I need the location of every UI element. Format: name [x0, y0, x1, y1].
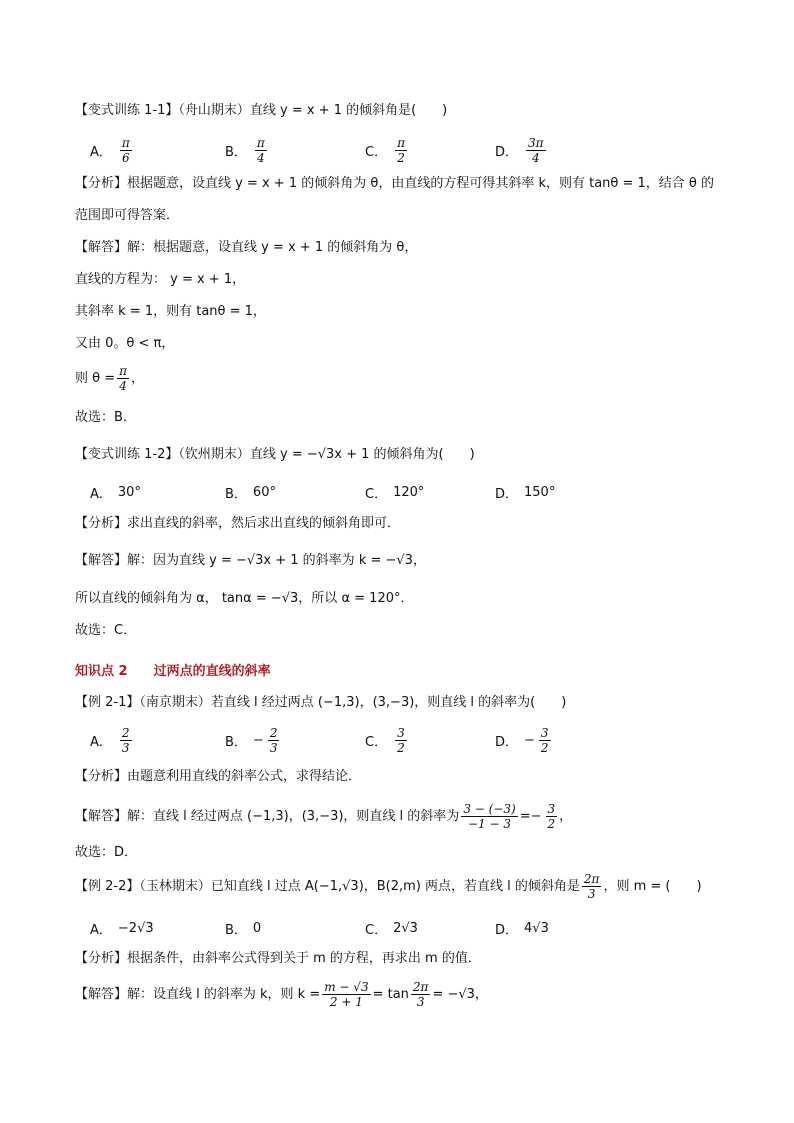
- answer-2: 故选：C．: [75, 623, 137, 638]
- numerator: π: [256, 135, 265, 150]
- numerator: 2: [269, 725, 278, 740]
- fraction: [582, 872, 602, 901]
- numerator: π: [119, 364, 128, 378]
- denominator: 2: [547, 817, 556, 831]
- option-a: A． $\frac{2}{3}$: [90, 725, 130, 755]
- denominator: 3: [587, 887, 596, 901]
- fraction: [268, 726, 280, 755]
- fraction: [461, 802, 517, 831]
- option-d: D． $\frac{3\pi}{4}$: [495, 135, 544, 165]
- solution-1-line-3: 其斜率 k = 1，则有 tanθ = 1，: [75, 304, 266, 319]
- question-4-options: [90, 908, 710, 948]
- numerator: 3 − (−3): [463, 802, 516, 816]
- analysis-1-line-1: 【分析】根据题意，设直线 y = x + 1 的倾斜角为 θ，由直线的方程可得其斜率 k，则有 tanθ = 1，结合 θ 的: [75, 176, 715, 191]
- fraction: [120, 726, 132, 755]
- fraction: [411, 980, 431, 1009]
- solution-1-line-5: 则 θ = $\frac{\pi}{4}$ ，: [75, 364, 145, 393]
- solution-2-line-2: 所以直线的倾斜角为 α， tanα = −√3，所以 α = 120°．: [75, 591, 414, 606]
- option-d: D． 150°: [495, 484, 556, 502]
- option-c: C． 2√3: [365, 920, 418, 938]
- option-a: A． 30°: [90, 484, 141, 502]
- numerator: 3: [547, 802, 556, 816]
- option-d: D． − $\frac{3}{2}$: [495, 725, 549, 755]
- section-heading: [75, 660, 271, 679]
- analysis-1-line-2: 范围即可得答案．: [75, 208, 180, 223]
- denominator: 3: [416, 995, 425, 1009]
- numerator: 2π: [412, 980, 429, 994]
- answer-1: 故选：B．: [75, 410, 136, 425]
- fraction: [546, 802, 558, 831]
- question-2-options: [90, 472, 710, 512]
- numerator: m − √3: [324, 980, 369, 994]
- numerator: π: [397, 135, 405, 150]
- option-a: A． $\frac{\pi}{6}$: [90, 135, 130, 165]
- denominator: 2: [397, 150, 405, 165]
- solution-1-line-1: 【解答】解：根据题意，设直线 y = x + 1 的倾斜角为 θ，: [75, 240, 418, 255]
- question-3-options: [90, 720, 710, 760]
- fraction: [120, 136, 132, 165]
- denominator: 2: [540, 740, 549, 755]
- option-b: B． $\frac{\pi}{4}$: [225, 135, 265, 165]
- fraction: [526, 136, 546, 165]
- question-1-options: [90, 130, 710, 170]
- numerator: π: [121, 135, 130, 150]
- option-d: D． 4√3: [495, 920, 549, 938]
- solution-2-line-1: 【解答】解：因为直线 y = −√3x + 1 的斜率为 k = −√3，: [75, 553, 426, 568]
- fraction: [117, 364, 129, 393]
- denominator: 3: [121, 740, 130, 755]
- question-3-title: 【例 2-1】（南京期末）若直线 l 经过两点 (−1,3)，(3,−3)，则直线 l 的斜率为( ): [75, 695, 567, 710]
- question-4-title: 【例 2-2】（玉林期末）已知直线 l 过点 A(−1,√3)，B(2,m) 两点，若直线 l 的倾斜角是 $\frac{2\pi}{3}$ ，则 m = ( ): [75, 872, 702, 901]
- analysis-3: 【分析】由题意利用直线的斜率公式，求得结论．: [75, 769, 362, 784]
- fraction: [395, 136, 407, 165]
- denominator: −1 − 3: [467, 817, 511, 831]
- analysis-4: 【分析】根据条件，由斜率公式得到关于 m 的方程，再求出 m 的值．: [75, 951, 481, 966]
- denominator: 3: [269, 740, 278, 755]
- denominator: 2: [397, 740, 405, 755]
- fraction: [539, 726, 551, 755]
- analysis-2: 【分析】求出直线的斜率，然后求出直线的倾斜角即可．: [75, 516, 401, 531]
- option-b: B． 60°: [225, 484, 276, 502]
- option-b: B． − $\frac{2}{3}$: [225, 725, 278, 755]
- solution-1-line-4: 又由 0。θ < π，: [75, 336, 175, 351]
- numerator: 3: [540, 725, 549, 740]
- numerator: 3π: [528, 135, 544, 150]
- numerator: 3: [397, 725, 405, 740]
- numerator: 2π: [583, 872, 600, 886]
- section-number: 知识点 2: [75, 664, 128, 679]
- option-c: C． $\frac{3}{2}$: [365, 725, 405, 755]
- numerator: 2: [121, 725, 130, 740]
- fraction: [322, 980, 370, 1009]
- option-a: A． −2√3: [90, 920, 154, 938]
- denominator: 2 + 1: [329, 995, 363, 1009]
- option-c: C． $\frac{\pi}{2}$: [365, 135, 405, 165]
- solution-3: 【解答】解：直线 l 经过两点 (−1,3)，(3,−3)，则直线 l 的斜率为 $\frac{3 - (-3)}{-1 - 3}$ = − $\frac{3}{2}$ ，: [75, 802, 573, 831]
- denominator: 4: [531, 150, 540, 165]
- section-title: 过两点的直线的斜率: [153, 664, 271, 679]
- question-2-title: 【变式训练 1-2】（钦州期末）直线 y = −√3x + 1 的倾斜角为( ): [75, 447, 475, 462]
- denominator: 6: [122, 150, 130, 165]
- solution-4: 【解答】解：设直线 l 的斜率为 k，则 k = $\frac{m - √3}{2 + 1}$ = tan $\frac{2\pi}{3}$ = −√3，: [75, 980, 488, 1009]
- denominator: 4: [119, 379, 127, 393]
- question-1-title: 【变式训练 1-1】（舟山期末）直线 y = x + 1 的倾斜角是( ): [75, 103, 448, 118]
- solution-1-line-2: 直线的方程为： y = x + 1，: [75, 272, 246, 287]
- denominator: 4: [257, 150, 265, 165]
- option-c: C． 120°: [365, 484, 425, 502]
- fraction: [395, 726, 407, 755]
- fraction: [255, 136, 267, 165]
- option-b: B． 0: [225, 920, 262, 938]
- answer-3: 故选：D．: [75, 845, 138, 860]
